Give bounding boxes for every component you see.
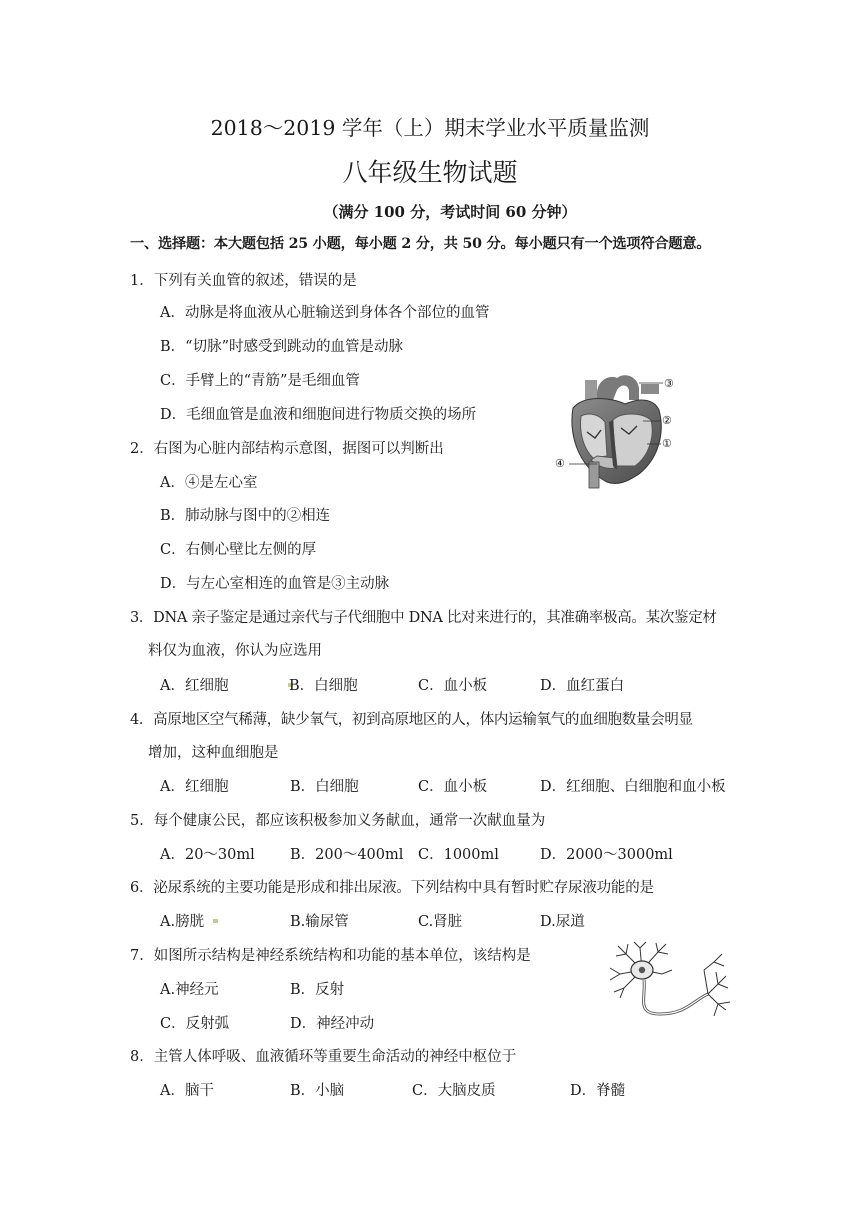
exam-title: 2018～2019 学年（上）期末学业水平质量监测 [210, 116, 650, 140]
question-1-stem: 1．下列有关血管的叙述，错误的是 [130, 273, 357, 289]
question-7-option-d: D．神经冲动 [290, 1016, 375, 1032]
question-2-option-b: B．肺动脉与图中的②相连 [160, 508, 331, 524]
question-6-option-b: B.输尿管 [290, 914, 349, 930]
question-1-option-b: B．“切脉”时感受到跳动的血管是动脉 [160, 339, 403, 355]
question-7-option-c: C．反射弧 [160, 1016, 230, 1032]
question-3-option-d: D．血红蛋白 [540, 678, 625, 694]
question-1-option-d: D．毛细血管是血液和细胞间进行物质交换的场所 [160, 407, 477, 423]
question-6-option-d: D.尿道 [540, 914, 585, 930]
heart-label-2: ② [662, 414, 672, 427]
question-5-option-d: D．2000～3000ml [540, 847, 673, 863]
question-2-stem: 2．右图为心脏内部结构示意图，据图可以判断出 [130, 441, 444, 457]
question-8-stem: 8．主管人体呼吸、血液循环等重要生命活动的神经中枢位于 [130, 1049, 517, 1065]
question-3-stem: 3．DNA 亲子鉴定是通过亲代与子代细胞中 DNA 比对来进行的，其准确率极高。某次鉴定材 [130, 610, 717, 626]
question-4-option-c: C．血小板 [418, 779, 488, 795]
question-3-option-a: A．红细胞 [160, 678, 229, 694]
question-7-option-a: A.神经元 [160, 982, 219, 998]
question-4-option-b: B．白细胞 [290, 779, 359, 795]
question-7-stem: 7．如图所示结构是神经系统结构和功能的基本单位，该结构是 [130, 948, 531, 964]
question-2-option-d: D．与左心室相连的血管是③主动脉 [160, 576, 390, 592]
question-3-option-b: B．白细胞 [289, 678, 358, 694]
question-5-option-b: B．200～400ml [290, 847, 404, 863]
question-2-option-c: C．右侧心壁比左侧的厚 [160, 542, 317, 558]
heart-label-4: ④ [555, 457, 565, 470]
question-8-option-d: D．脊髓 [570, 1083, 626, 1099]
question-6-stem: 6．泌尿系统的主要功能是形成和排出尿液。下列结构中具有暂时贮存尿液功能的是 [130, 880, 654, 896]
question-5-stem: 5．每个健康公民，都应该积极参加义务献血，通常一次献血量为 [130, 813, 546, 829]
heart-label-1: ① [662, 437, 672, 450]
question-2-option-a: A．④是左心室 [160, 475, 258, 491]
question-8-option-c: C．大脑皮质 [412, 1083, 496, 1099]
question-4-stem-cont: 增加，这种血细胞是 [148, 745, 279, 761]
section-heading: 一、选择题：本大题包括 25 小题，每小题 2 分，共 50 分。每小题只有一个选项符合题意。 [130, 236, 711, 252]
question-8-option-a: A．脑干 [160, 1083, 214, 1099]
question-4-option-a: A．红细胞 [160, 779, 229, 795]
question-6-option-c: C.肾脏 [418, 914, 463, 930]
question-5-option-c: C．1000ml [418, 847, 499, 863]
question-6-option-a: A.膀胱 [160, 914, 205, 930]
question-5-option-a: A．20～30ml [160, 847, 255, 863]
question-7-option-b: B．反射 [290, 982, 345, 998]
question-1-option-a: A．动脉是将血液从心脏输送到身体各个部位的血管 [160, 305, 490, 321]
question-4-option-d: D．红细胞、白细胞和血小板 [540, 779, 726, 795]
exam-subject: 八年级生物试题 [342, 158, 518, 187]
question-3-stem-cont: 料仅为血液，你认为应选用 [148, 643, 322, 659]
exam-note: （满分 100 分，考试时间 60 分钟） [323, 203, 577, 221]
question-1-option-c: C．手臂上的“青筋”是毛细血管 [160, 373, 360, 389]
question-4-stem: 4．高原地区空气稀薄，缺少氧气，初到高原地区的人，体内运输氧气的血细胞数量会明显 [130, 712, 693, 728]
question-3-option-c: C．血小板 [418, 678, 488, 694]
heart-label-3: ③ [664, 377, 674, 390]
neuron-diagram-figure [606, 940, 732, 1030]
question-8-option-b: B．小脑 [290, 1083, 345, 1099]
scan-mark [213, 919, 218, 923]
